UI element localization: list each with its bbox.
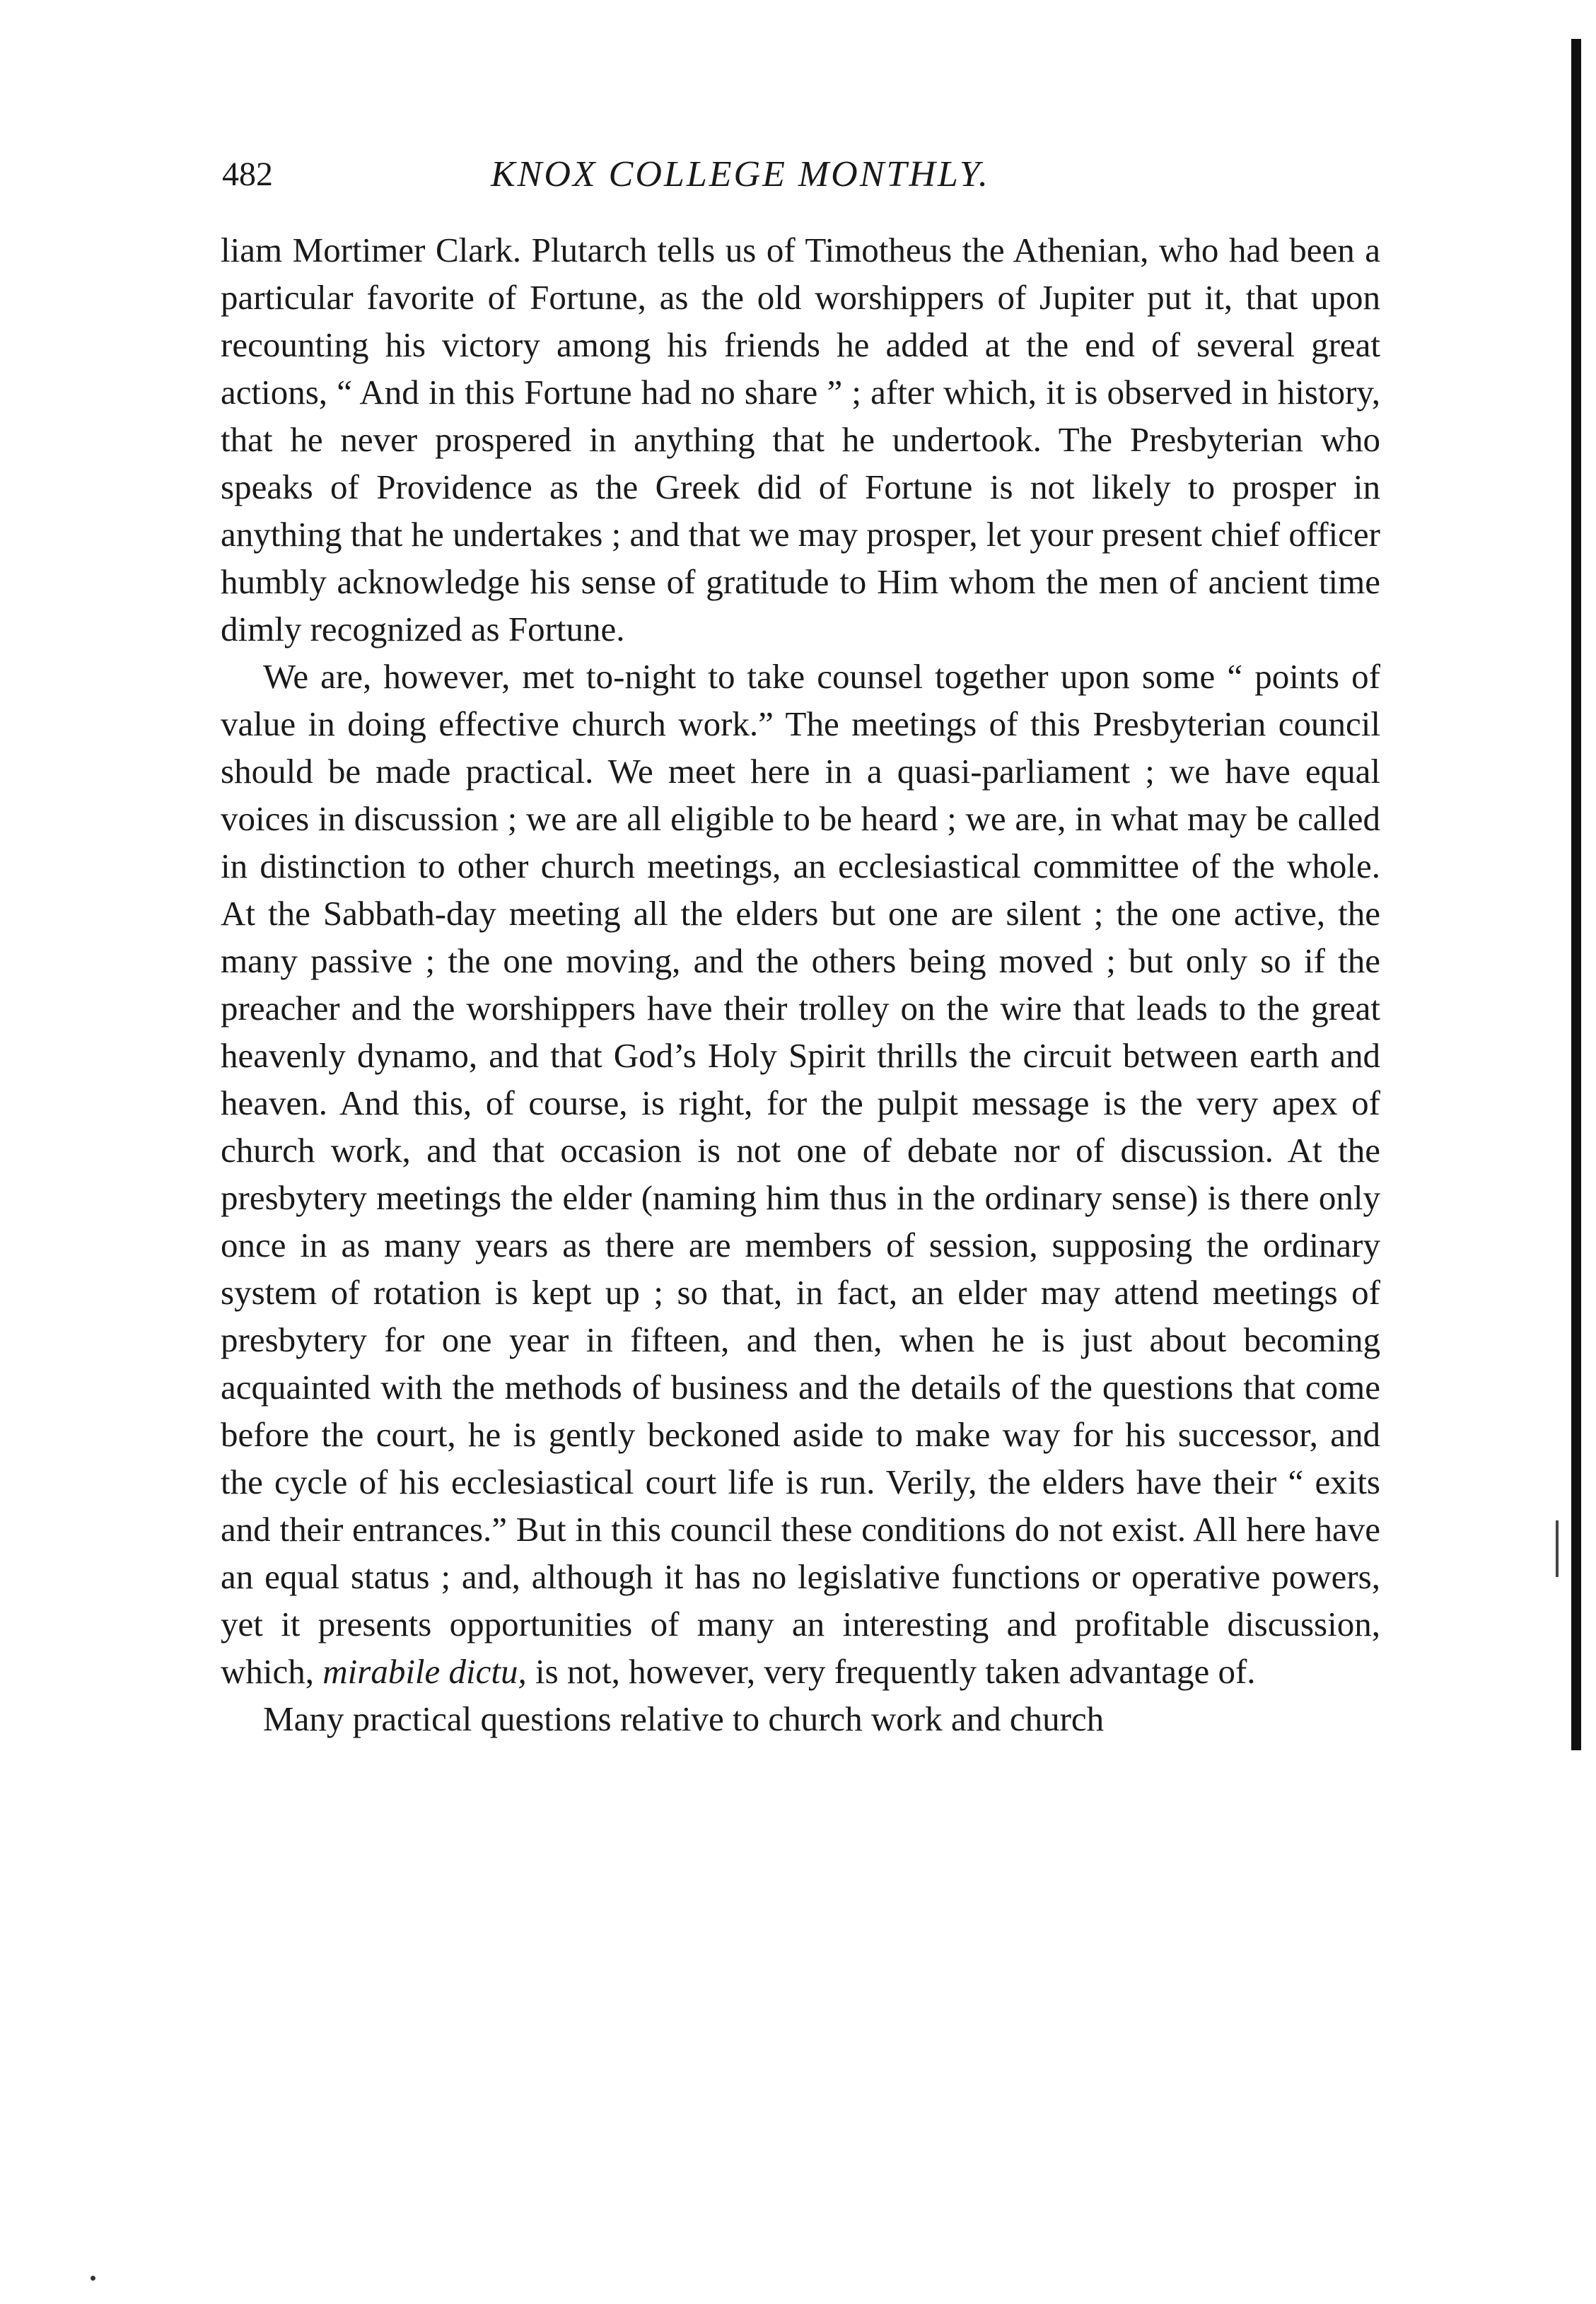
paragraph-2-text: We are, however, met to-night to take counsel together upon some “ points of value in doing effective church work.” The meetings of this Presbyterian council should be made practical. We meet here in a quasi-parliament ; we have equal voices in discussion ; we are all eligible to be heard ; we are, in what may be called in distinction to other church meetings, an ecclesiastical committee of the whole. At the Sabbath-day meeting all the elders but one are silent ; the one active, the many passive ; the one moving, and the others being moved ; but only so if the preacher and the worshippers have their trolley on the wire that leads to the great heavenly dynamo, and that God’s Holy Spirit thrills the circuit between earth and heaven. And this, of course, is right, for the pulpit message is the very apex of church work, and that occasion is not one of debate nor of discussion. At the presbytery meetings the elder (naming him thus in the ordinary sense) is there only once in as many years as there are members of session, supposing the ordinary system of rotation is kept up ; so that, in fact, an elder may attend meetings of presbytery for one year in fifteen, and then, when he is just about becoming acquainted with the methods of business and the details of the questions that come before the court, he is gently beckoned aside to make way for his successor, and the cycle of his ecclesiastical court life is run. Verily, the elders have their “ exits and their entrances.” But in this council these conditions do not exist. All here have an equal status ; and, although it has no legislative functions or operative powers, yet it presents opportunities of many an interesting and profitable discussion, which,	[221, 657, 1380, 1691]
page-edge-mark	[1556, 1520, 1559, 1577]
paragraph-2-italic: mirabile dictu,	[322, 1652, 527, 1691]
running-title: KNOX COLLEGE MONTHLY.	[491, 154, 990, 194]
stray-mark	[91, 2276, 95, 2281]
paragraph-2-end: is not, however, very frequently taken advantage of.	[526, 1652, 1256, 1691]
page-edge-shadow	[1571, 39, 1581, 1750]
body-text	[221, 226, 1380, 1742]
running-header	[222, 150, 1382, 199]
paragraph-3: Many practical questions relative to church work and church	[263, 1699, 1105, 1738]
paragraph-1: liam Mortimer Clark. Plutarch tells us of Timotheus the Athenian, who had been a particular favorite of Fortune, as the old worshippers of Jupiter put it, that upon recounting his victory among his friends he added at the end of several great actions, “ And in this Fortune had no share ” ; after which, it is observed in history, that he never prospered in anything that he undertook. The Presbyterian who speaks of Providence as the Greek did of Fortune is not likely to prosper in anything that he undertakes ; and that we may prosper, let your present chief officer humbly acknowledge his sense of gratitude to Him whom the men of ancient time dimly recognized as Fortune.	[221, 231, 1380, 648]
paragraph-2	[221, 653, 1380, 1695]
page-number: 482	[222, 156, 273, 193]
